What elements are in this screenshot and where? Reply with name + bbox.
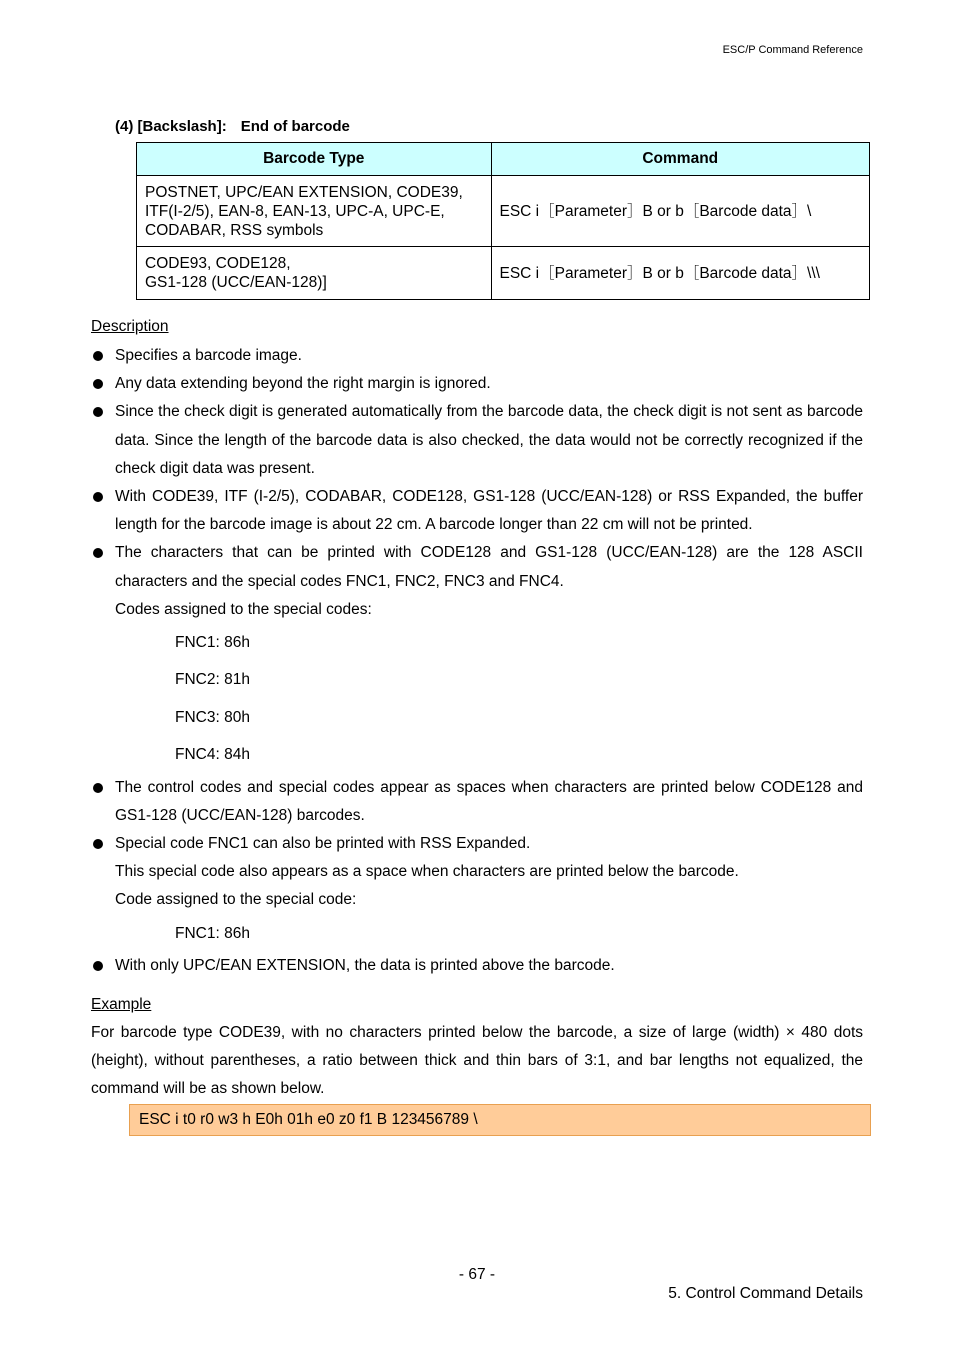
bullet-item: Any data extending beyond the right margin is ignored.: [91, 370, 863, 398]
barcode-type-line: POSTNET, UPC/EAN EXTENSION, CODE39,: [145, 183, 463, 201]
table-row: [137, 176, 870, 247]
table-header-row: [137, 143, 870, 176]
barcode-type-line: CODABAR, RSS symbols: [145, 221, 324, 239]
bullet-item: The characters that can be printed with CODE128 and GS1-128 (UCC/EAN-128) are the 128 ASCII characters and the special codes FNC1, FNC2, FNC3 and FNC4.: [91, 539, 863, 595]
special-code: FNC4: 84h: [175, 746, 250, 764]
command-cell: ESC i［Parameter］B or b［Barcode data］\\\: [491, 247, 870, 300]
barcode-type-cell: [137, 247, 492, 300]
bullet-item: Specifies a barcode image.: [91, 342, 863, 370]
command-cell: ESC i［Parameter］B or b［Barcode data］\: [491, 176, 870, 247]
page-header: ESC/P Command Reference: [722, 44, 863, 56]
bullet-item: Since the check digit is generated automatically from the barcode data, the check digit is not sent as barcode data. Since the length of the barcode data is also checked, the data would not be correctly recognized if the check digit data was present.: [91, 398, 863, 483]
bullet-item: The control codes and special codes appear as spaces when characters are printed below CODE128 and GS1-128 (UCC/EAN-128) barcodes.: [91, 774, 863, 830]
bullet-note: Code assigned to the special code:: [115, 891, 357, 909]
section-heading: End of barcode: [240, 118, 350, 135]
bullet-note: This special code also appears as a space when characters are printed below the barcode.: [115, 863, 739, 881]
section-number: (4) [Backslash]:: [115, 118, 227, 135]
barcode-type-line: GS1-128 (UCC/EAN-128)]: [145, 274, 327, 291]
description-body: [91, 342, 863, 980]
special-code: FNC1: 86h: [175, 634, 250, 652]
table-row: [137, 247, 870, 300]
example-text: For barcode type CODE39, with no characters printed below the barcode, a size of large (width) × 480 dots (height), without parentheses, a ratio between thick and thin bars of 3:1, and bar lengths not equalized, the command will be as shown below.: [91, 1024, 863, 1098]
bullet-item: With only UPC/EAN EXTENSION, the data is printed above the barcode.: [91, 952, 863, 980]
barcode-command-table: [136, 142, 870, 300]
description-label: Description: [91, 318, 169, 335]
bullet-note: Codes assigned to the special codes:: [115, 600, 372, 618]
barcode-type-line: ITF(I-2/5), EAN-8, EAN-13, UPC-A, UPC-E,: [145, 202, 445, 220]
barcode-type-line: CODE93, CODE128,: [145, 255, 291, 272]
column-header-command: Command: [491, 143, 870, 176]
special-code: FNC1: 86h: [175, 924, 250, 942]
footer-chapter: 5. Control Command Details: [668, 1285, 863, 1302]
example-label: Example: [91, 996, 152, 1013]
column-header-barcode-type: Barcode Type: [137, 143, 492, 176]
special-code: FNC3: 80h: [175, 708, 250, 726]
example-command-box: ESC i t0 r0 w3 h E0h 01h e0 z0 f1 B 123456789 \: [129, 1104, 871, 1136]
page-number: - 67 -: [458, 1266, 496, 1283]
bullet-item: With CODE39, ITF (I-2/5), CODABAR, CODE128, GS1-128 (UCC/EAN-128) or RSS Expanded, the buffer length for the barcode image is about 22 cm. A barcode longer than 22 cm will not be printed.: [91, 483, 863, 539]
bullet-item: Special code FNC1 can also be printed with RSS Expanded.: [91, 830, 863, 858]
special-code: FNC2: 81h: [175, 671, 250, 689]
section-title: [115, 118, 350, 135]
barcode-type-cell: [137, 176, 492, 247]
